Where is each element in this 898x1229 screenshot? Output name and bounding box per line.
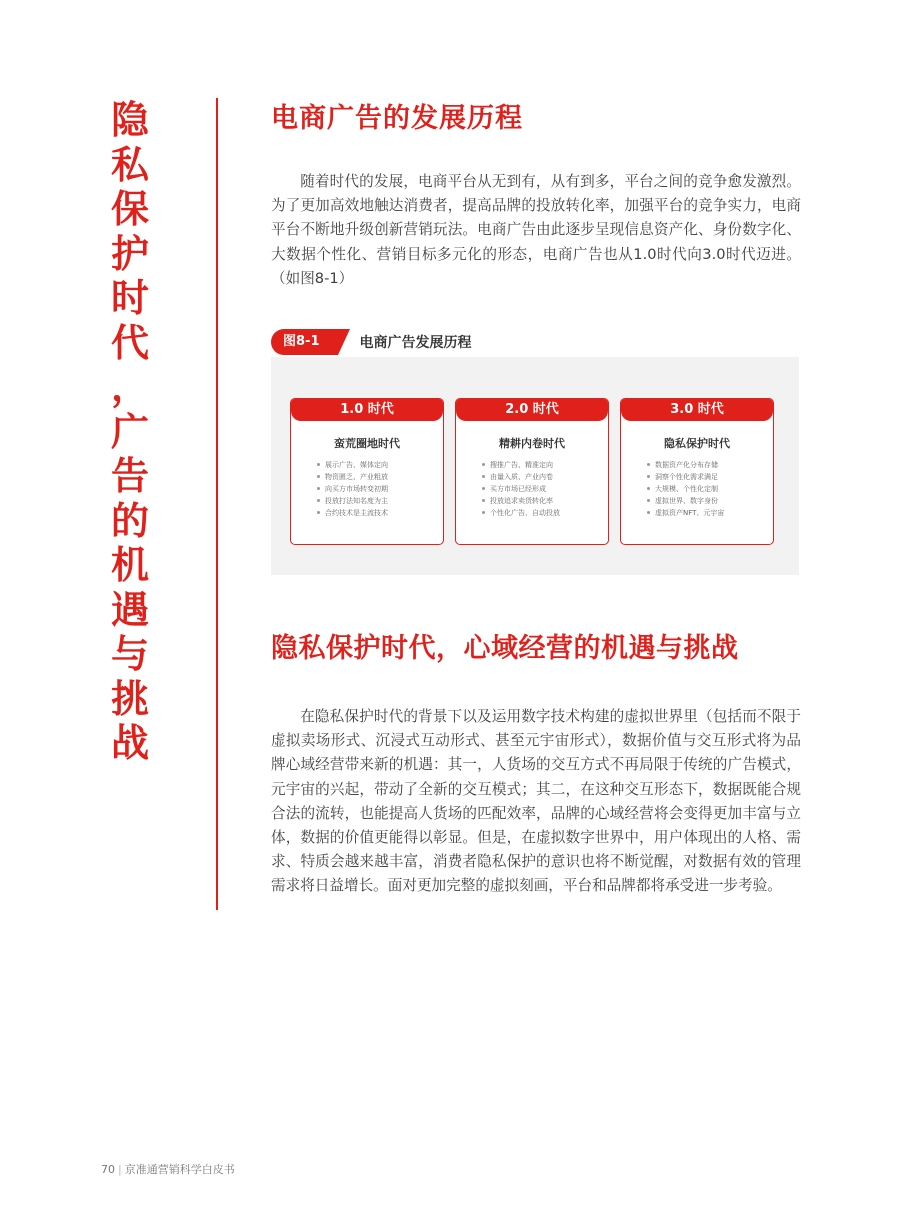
era-card-point: 投放追求卖货转化率 xyxy=(490,495,608,507)
era-card-header: 2.0 时代 xyxy=(456,399,608,421)
era-card-3 xyxy=(620,398,774,545)
section-heading-ad-history: 电商广告的发展历程 xyxy=(271,103,523,134)
side-title-char: 隐 xyxy=(110,98,149,142)
side-title-char: 告 xyxy=(110,454,149,498)
era-card-header: 1.0 时代 xyxy=(291,399,443,421)
era-card-point: 大规模、个性化定制 xyxy=(655,483,773,495)
era-card-point: 数据资产化分布存储 xyxy=(655,459,773,471)
era-card-points xyxy=(456,459,608,519)
side-title-char: 机 xyxy=(110,543,149,587)
figure-title: 电商广告发展历程 xyxy=(359,335,472,351)
era-card-points xyxy=(291,459,443,519)
side-title-char: 保 xyxy=(110,187,149,231)
era-card-point: 由量入质、产业内卷 xyxy=(490,471,608,483)
side-title-char: 广 xyxy=(110,409,149,454)
era-card-point: 投放打法知名度为主 xyxy=(325,495,443,507)
era-card-1 xyxy=(290,398,444,545)
side-title-char: 遇 xyxy=(110,587,149,632)
vertical-divider xyxy=(216,98,218,910)
side-title-char: 代 xyxy=(110,320,149,365)
side-title-char: 时 xyxy=(110,276,149,320)
side-title-char: 战 xyxy=(110,721,149,765)
era-card-point: 虚拟世界、数字身份 xyxy=(655,495,773,507)
page-number: 70 xyxy=(101,1163,115,1176)
era-card-subtitle: 隐私保护时代 xyxy=(664,437,730,450)
figure-number-tag: 图8-1 xyxy=(271,329,338,355)
era-card-point: 物资匮乏、产业粗放 xyxy=(325,471,443,483)
side-title-char: 挑 xyxy=(110,676,149,721)
side-title-char: 私 xyxy=(110,142,149,187)
era-card-points xyxy=(621,459,773,519)
era-card-point: 合约技术是主流技术 xyxy=(325,507,443,519)
footer-separator: | xyxy=(118,1163,122,1176)
side-title-char: ， xyxy=(110,365,149,409)
page-footer xyxy=(101,1161,235,1177)
side-title-char: 的 xyxy=(110,498,149,543)
section-paragraph-ad-history: 随着时代的发展，电商平台从无到有，从有到多，平台之间的竞争愈发激烈。为了更加高效地触达消费者，提高品牌的投放转化率，加强平台的竞争实力，电商平台不断地升级创新营销玩法。电商广告由此逐步呈现信息资产化、身份数字化、大数据个性化、营销目标多元化的形态，电商广告也从1.0时代向3.0时代迈进。（如图8-1） xyxy=(271,173,801,287)
era-card-point: 买方市场已经形成 xyxy=(490,483,608,495)
era-card-point: 虚拟资产NFT、元宇宙 xyxy=(655,507,773,519)
side-title-char: 与 xyxy=(110,632,149,676)
era-card-2 xyxy=(455,398,609,545)
era-card-point: 搜推广告、精准定向 xyxy=(490,459,608,471)
era-card-point: 洞察个性化需求满足 xyxy=(655,471,773,483)
side-chapter-title xyxy=(100,98,160,766)
era-card-subtitle: 精耕内卷时代 xyxy=(499,437,565,450)
figure-caption xyxy=(271,329,472,355)
section-heading-privacy-era: 隐私保护时代，心域经营的机遇与挑战 xyxy=(271,633,739,664)
era-card-point: 向买方市场转变初期 xyxy=(325,483,443,495)
era-card-point: 展示广告、媒体定向 xyxy=(325,459,443,471)
side-title-char: 护 xyxy=(110,231,149,276)
book-title: 京准通营销科学白皮书 xyxy=(124,1163,235,1176)
era-card-point: 个性化广告、自动投放 xyxy=(490,507,608,519)
era-card-subtitle: 蛮荒圈地时代 xyxy=(334,437,400,450)
section-paragraph-privacy-era: 在隐私保护时代的背景下以及运用数字技术构建的虚拟世界里（包括而不限于虚拟卖场形式、沉浸式互动形式、甚至元宇宙形式），数据价值与交互形式将为品牌心域经营带来新的机遇：其一，人货场的交互方式不再局限于传统的广告模式，元宇宙的兴起，带动了全新的交互模式；其二，在这种交互形态下，数据既能合规合法的流转，也能提高人货场的匹配效率，品牌的心域经营将会变得更加丰富与立体，数据的价值更能得以彰显。但是，在虚拟数字世界中，用户体现出的人格、需求、特质会越来越丰富，消费者隐私保护的意识也将不断觉醒，对数据有效的管理需求将日益增长。面对更加完整的虚拟刻画，平台和品牌都将承受进一步考验。 xyxy=(271,708,801,895)
era-card-header: 3.0 时代 xyxy=(621,399,773,421)
